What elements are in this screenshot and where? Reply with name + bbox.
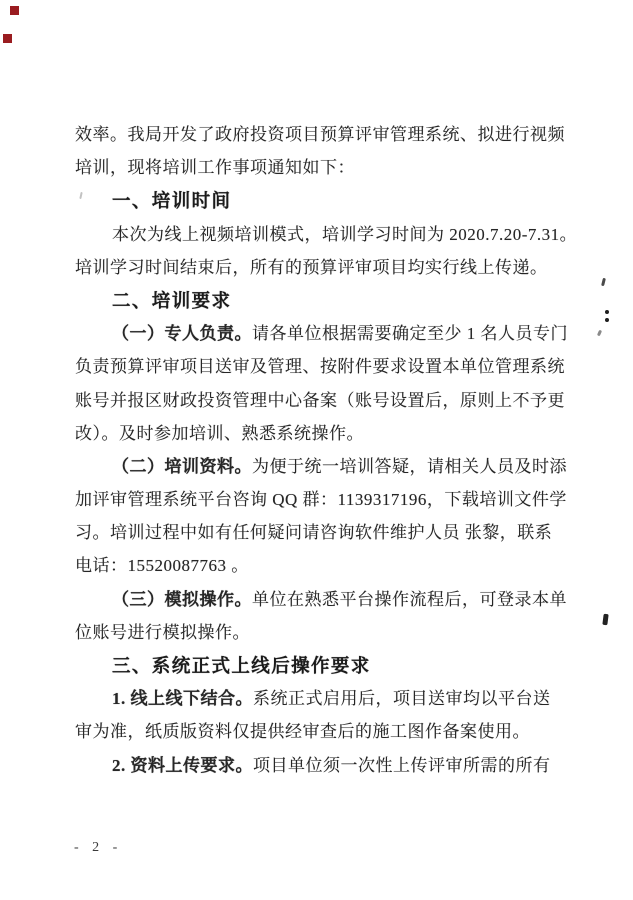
line-text: 习。培训过程中如有任何疑问请咨询软件维护人员 张黎，联系: [75, 523, 553, 543]
line-text: 培训学习时间结束后，所有的预算评审项目均实行线上传递。: [75, 257, 548, 277]
red-registration-mark: [10, 6, 19, 15]
line-text: 本次为线上视频培训模式，培训学习时间为 2020.7.20-7.31。: [112, 224, 578, 244]
line-text: 审为准，纸质版资料仅提供经审查后的施工图作备案使用。: [75, 722, 530, 742]
text-line: [75, 682, 565, 715]
red-registration-mark: [3, 34, 12, 43]
page-number: - 2 -: [74, 840, 123, 855]
line-text: 项目单位须一次性上传评审所需的所有: [253, 755, 551, 775]
line-text: 账号并报区财政投资管理中心备案（账号设置后，原则上不予更: [75, 390, 565, 410]
line-lead: （二）培训资料。: [112, 456, 252, 476]
line-lead: 一、培训时间: [112, 190, 232, 212]
text-line: [75, 417, 565, 450]
line-lead: （三）模拟操作。: [112, 589, 252, 609]
line-text: 位账号进行模拟操作。: [75, 622, 250, 642]
text-line: [75, 151, 565, 184]
text-line: [75, 516, 565, 549]
text-block: [75, 118, 578, 782]
section-heading: [75, 284, 565, 317]
line-text: 负责预算评审项目送审及管理、按附件要求设置本单位管理系统: [75, 357, 565, 377]
scan-speck: [605, 310, 609, 314]
scan-speck: [601, 278, 606, 286]
text-line: [75, 450, 565, 483]
line-lead: （一）专人负责。: [112, 324, 252, 344]
section-heading: [75, 649, 565, 682]
text-line: [75, 549, 565, 582]
scan-speck: [597, 330, 602, 337]
line-lead: 二、培训要求: [112, 289, 232, 311]
line-lead: 1. 线上线下结合。: [112, 689, 253, 709]
text-line: [75, 384, 565, 417]
text-line: [75, 350, 565, 383]
line-text: 加评审管理系统平台咨询 QQ 群：1139317196，下载培训文件学: [75, 490, 567, 510]
line-text: 系统正式启用后，项目送审均以平台送: [253, 689, 551, 709]
line-text: 为便于统一培训答疑，请相关人员及时添: [252, 456, 567, 476]
line-text: 培训，现将培训工作事项通知如下：: [75, 158, 355, 178]
scan-speck: [602, 614, 608, 626]
line-text: 电话：15520087763 。: [75, 556, 249, 576]
line-text: 效率。我局开发了政府投资项目预算评审管理系统、拟进行视频: [75, 125, 565, 144]
line-lead: 三、系统正式上线后操作要求: [112, 655, 371, 676]
line-text: 改）。及时参加培训、熟悉系统操作。: [75, 423, 364, 443]
text-line: [75, 483, 565, 516]
text-line: [75, 715, 565, 748]
text-line: [75, 118, 565, 151]
text-line: [75, 749, 565, 782]
section-heading: [75, 184, 565, 217]
line-text: 请各单位根据需要确定至少 1 名人员专门: [252, 324, 568, 344]
line-text: 单位在熟悉平台操作流程后，可登录本单: [252, 589, 567, 609]
line-lead: 2. 资料上传要求。: [112, 755, 253, 775]
text-line: [75, 583, 565, 616]
text-line: [75, 616, 565, 649]
text-line: [75, 317, 568, 350]
text-line: [75, 251, 565, 284]
text-line: [75, 218, 578, 251]
